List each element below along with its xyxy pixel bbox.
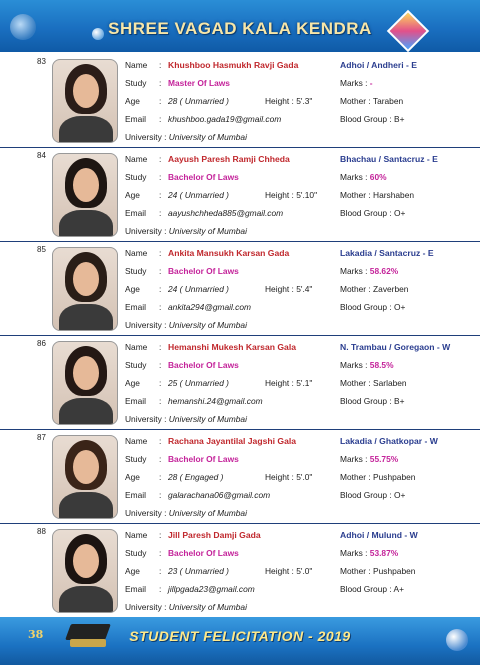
blood-group: Blood Group : O+: [340, 302, 406, 312]
marks-value: 60%: [369, 172, 387, 182]
page-number: 38: [28, 628, 44, 641]
mother-name: Mother : Zaverben: [340, 284, 409, 294]
email-label: Email: [125, 208, 146, 218]
colon: :: [159, 472, 162, 482]
entry-number: 85: [37, 245, 46, 254]
marks-value: 55.75%: [369, 454, 399, 464]
study-label: Study: [125, 266, 147, 276]
student-name: Ankita Mansukh Karsan Gada: [168, 248, 290, 258]
email-value: ankita294@gmail.com: [168, 302, 251, 312]
blood-group: Blood Group : A+: [340, 584, 405, 594]
age-label: Age: [125, 190, 140, 200]
age-value: 28 ( Engaged ): [168, 472, 224, 482]
email-value: khushboo.gada19@gmail.com: [168, 114, 282, 124]
colon: :: [159, 436, 162, 446]
colon: :: [159, 154, 162, 164]
name-label: Name: [125, 436, 148, 446]
colon: :: [159, 360, 162, 370]
mother-name: Mother : Taraben: [340, 96, 404, 106]
study-course: Bachelor Of Laws: [168, 172, 239, 182]
colon: :: [159, 78, 162, 88]
email-label: Email: [125, 584, 146, 594]
colon: :: [159, 114, 162, 124]
age-label: Age: [125, 566, 140, 576]
email-value: jillpgada23@gmail.com: [168, 584, 255, 594]
university-label: University :: [125, 132, 167, 142]
colon: :: [159, 266, 162, 276]
native-place: N. Trambau / Goregaon - W: [340, 342, 451, 352]
student-name: Hemanshi Mukesh Karsan Gala: [168, 342, 296, 352]
university-label: University :: [125, 414, 167, 424]
age-label: Age: [125, 96, 140, 106]
marks-label: Marks :: [340, 454, 370, 464]
entry-number: 88: [37, 527, 46, 536]
marks-label: Marks :: [340, 360, 370, 370]
colon: :: [159, 396, 162, 406]
entry-number: 83: [37, 57, 46, 66]
study-course: Bachelor Of Laws: [168, 266, 239, 276]
organization-logo: [387, 10, 429, 52]
marks-value: -: [369, 78, 373, 88]
study-label: Study: [125, 78, 147, 88]
email-label: Email: [125, 302, 146, 312]
name-label: Name: [125, 60, 148, 70]
study-course: Bachelor Of Laws: [168, 360, 239, 370]
student-photo: [52, 529, 118, 613]
age-value: 28 ( Unmarried ): [168, 96, 229, 106]
mother-name: Mother : Harshaben: [340, 190, 415, 200]
colon: :: [159, 530, 162, 540]
study-course: Master Of Laws: [168, 78, 230, 88]
entry-number: 86: [37, 339, 46, 348]
student-photo: [52, 59, 118, 143]
colon: :: [159, 566, 162, 576]
mother-name: Mother : Pushpaben: [340, 566, 416, 576]
student-photo: [52, 341, 118, 425]
student-entry: [0, 336, 480, 430]
colon: :: [159, 378, 162, 388]
marks: [340, 78, 373, 88]
marks-label: Marks :: [340, 172, 370, 182]
student-photo: [52, 247, 118, 331]
university: [125, 320, 247, 330]
height-value: Height : 5'.4": [265, 284, 313, 294]
student-name: Aayush Paresh Ramji Chheda: [168, 154, 290, 164]
globe-icon: [446, 629, 468, 651]
page-header: [0, 0, 480, 52]
page-footer: [0, 617, 480, 665]
study-label: Study: [125, 172, 147, 182]
age-value: 23 ( Unmarried ): [168, 566, 229, 576]
marks: [340, 360, 394, 370]
student-name: Rachana Jayantilal Jagshi Gala: [168, 436, 297, 446]
university-value: University of Mumbai: [168, 320, 247, 330]
colon: :: [159, 490, 162, 500]
marks-value: 58.62%: [369, 266, 399, 276]
height-value: Height : 5'.3": [265, 96, 313, 106]
name-label: Name: [125, 248, 148, 258]
age-value: 25 ( Unmarried ): [168, 378, 229, 388]
colon: :: [159, 172, 162, 182]
name-label: Name: [125, 154, 148, 164]
university-label: University :: [125, 602, 167, 612]
student-entry: [0, 242, 480, 336]
age-value: 24 ( Unmarried ): [168, 284, 229, 294]
colon: :: [159, 342, 162, 352]
entry-number: 87: [37, 433, 46, 442]
university: [125, 226, 247, 236]
colon: :: [159, 248, 162, 258]
colon: :: [159, 60, 162, 70]
study-label: Study: [125, 454, 147, 464]
email-label: Email: [125, 396, 146, 406]
blood-group: Blood Group : B+: [340, 396, 405, 406]
age-label: Age: [125, 472, 140, 482]
marks-label: Marks :: [340, 266, 370, 276]
student-entry: [0, 54, 480, 148]
university-value: University of Mumbai: [168, 602, 247, 612]
age-value: 24 ( Unmarried ): [168, 190, 229, 200]
marks-value: 58.5%: [369, 360, 394, 370]
student-photo: [52, 435, 118, 519]
height-value: Height : 5'.1": [265, 378, 313, 388]
marks-label: Marks :: [340, 78, 370, 88]
marks: [340, 172, 387, 182]
marks-label: Marks :: [340, 548, 370, 558]
university: [125, 602, 247, 612]
university: [125, 414, 247, 424]
height-value: Height : 5'.10": [265, 190, 318, 200]
footer-title: STUDENT FELICITATION - 2019: [129, 628, 351, 644]
colon: :: [159, 190, 162, 200]
entry-number: 84: [37, 151, 46, 160]
study-course: Bachelor Of Laws: [168, 454, 239, 464]
native-place: Bhachau / Santacruz - E: [340, 154, 438, 164]
email-value: aayushchheda885@gmail.com: [168, 208, 284, 218]
native-place: Lakadia / Ghatkopar - W: [340, 436, 438, 446]
native-place: Lakadia / Santacruz - E: [340, 248, 434, 258]
student-entry: [0, 148, 480, 242]
university: [125, 508, 247, 518]
mother-name: Mother : Sarlaben: [340, 378, 407, 388]
marks: [340, 548, 398, 558]
email-value: hemanshi.24@gmail.com: [168, 396, 263, 406]
study-label: Study: [125, 360, 147, 370]
university: [125, 132, 247, 142]
email-value: galarachana06@gmail.com: [168, 490, 271, 500]
university-value: University of Mumbai: [168, 414, 247, 424]
university-value: University of Mumbai: [168, 132, 247, 142]
student-entry: [0, 430, 480, 524]
marks-value: 53.87%: [369, 548, 399, 558]
native-place: Adhoi / Mulund - W: [340, 530, 418, 540]
age-label: Age: [125, 284, 140, 294]
colon: :: [159, 584, 162, 594]
colon: :: [159, 302, 162, 312]
marks: [340, 454, 398, 464]
student-photo: [52, 153, 118, 237]
native-place: Adhoi / Andheri - E: [340, 60, 418, 70]
marks: [340, 266, 398, 276]
student-name: Khushboo Hasmukh Ravji Gada: [168, 60, 299, 70]
name-label: Name: [125, 530, 148, 540]
height-value: Height : 5'.0": [265, 566, 313, 576]
university-label: University :: [125, 226, 167, 236]
student-name: Jill Paresh Damji Gada: [168, 530, 261, 540]
height-value: Height : 5'.0": [265, 472, 313, 482]
email-label: Email: [125, 114, 146, 124]
university-label: University :: [125, 508, 167, 518]
colon: :: [159, 454, 162, 464]
colon: :: [159, 208, 162, 218]
university-value: University of Mumbai: [168, 226, 247, 236]
study-course: Bachelor Of Laws: [168, 548, 239, 558]
blood-group: Blood Group : B+: [340, 114, 405, 124]
university-value: University of Mumbai: [168, 508, 247, 518]
colon: :: [159, 96, 162, 106]
student-entry: [0, 524, 480, 618]
email-label: Email: [125, 490, 146, 500]
mother-name: Mother : Pushpaben: [340, 472, 416, 482]
colon: :: [159, 284, 162, 294]
blood-group: Blood Group : O+: [340, 490, 406, 500]
age-label: Age: [125, 378, 140, 388]
colon: :: [159, 548, 162, 558]
header-title: SHREE VAGAD KALA KENDRA: [108, 19, 372, 38]
name-label: Name: [125, 342, 148, 352]
blood-group: Blood Group : O+: [340, 208, 406, 218]
university-label: University :: [125, 320, 167, 330]
study-label: Study: [125, 548, 147, 558]
